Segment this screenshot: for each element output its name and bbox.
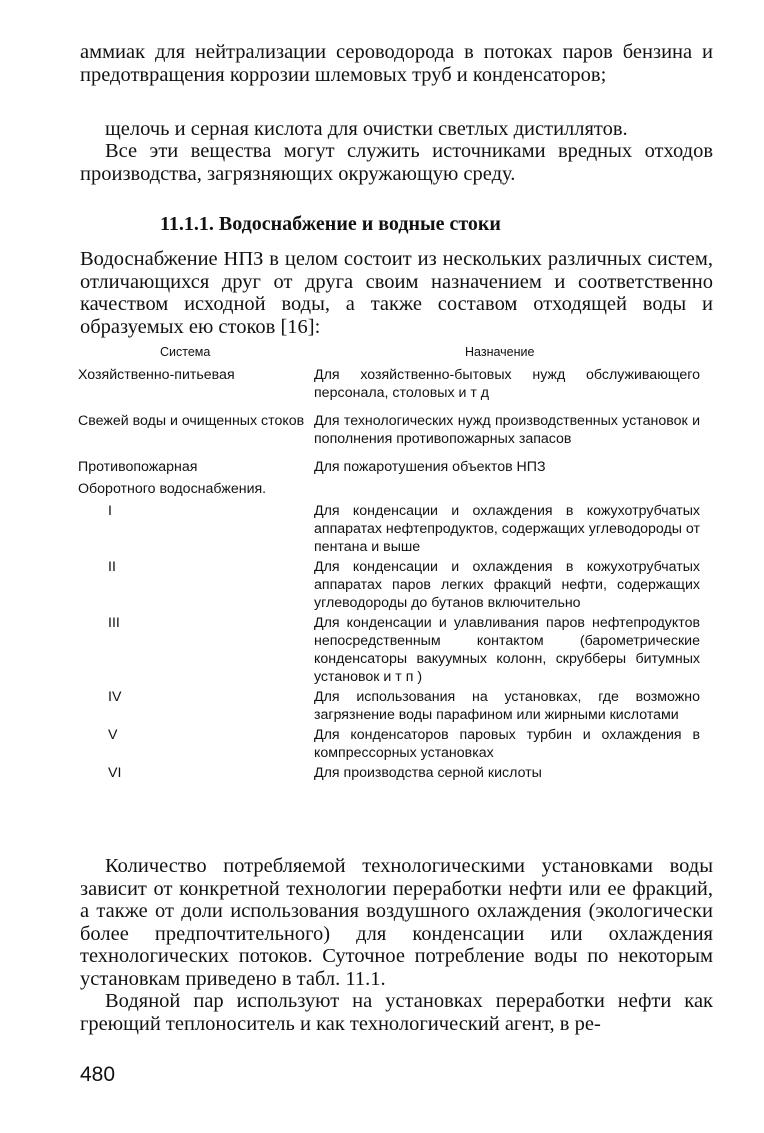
purpose-cell: Для пожаротушения объектов НПЗ <box>314 459 546 475</box>
table-row <box>78 480 714 498</box>
purpose-cell: Для конденсации и охлаждения в кожухотрубчатых аппаратах нефтепродуктов, содержащих углеводороды от пентана и выше <box>314 503 700 555</box>
purpose-cell: Для конденсации и охлаждения в кожухотрубчатых аппаратах паров легких фракций нефти, содержащих углеводороды до бутанов включительно <box>314 559 700 611</box>
system-cell: Оборотного водоснабжения. <box>78 481 267 497</box>
system-cell: II <box>108 559 116 575</box>
section-heading: 11.1.1. Водоснабжение и водные стоки <box>160 213 501 235</box>
table-row <box>78 726 714 762</box>
table-row <box>78 764 714 782</box>
table-row <box>78 502 714 556</box>
system-cell: VI <box>108 765 122 781</box>
purpose-cell: Для конденсации и улавливания паров нефтепродуктов непосредственным контактом (барометрические конденсаторы вакуумных колонн, скрубберы битумных установок и т п ) <box>314 615 700 685</box>
paragraph-pollution: Все эти вещества могут служить источниками вредных отходов производства, загрязняющих окружающую среду. <box>80 140 713 185</box>
water-systems-table <box>78 366 714 782</box>
table-row <box>78 366 714 402</box>
purpose-cell: Для производства серной кислоты <box>314 765 542 781</box>
system-cell: V <box>108 727 118 743</box>
table-row <box>78 458 714 476</box>
table-row <box>78 412 714 448</box>
paragraph-water-consumption: Количество потребляемой технологическими установками воды зависит от конкретной технологии переработки нефти или ее фракций, а также от доли использования воздушного охлаждения (экологически более предпочтительного) для конденсации или охлаждения технологических потоков. Суточное потребление воды по некоторым установкам приведено в табл. 11.1. <box>80 855 713 990</box>
paragraph-intro: Водоснабжение НПЗ в целом состоит из нескольких различных систем, отличающихся друг от друга своим назначением и соответственно качеством исходной воды, а также составом отходящей воды и образуемых ею стоков [16]: <box>80 248 713 338</box>
purpose-cell: Для использования на установках, где возможно загрязнение воды парафином или жирными кислотами <box>314 689 700 723</box>
paragraph-ammonia: аммиак для нейтрализации сероводорода в потоках паров бензина и предотвращения коррозии шлемовых труб и конденсаторов; <box>80 41 713 86</box>
purpose-cell: Для хозяйственно-бытовых нужд обслуживающего персонала, столовых и т д <box>314 367 700 401</box>
table-row <box>78 614 714 686</box>
page-number: 480 <box>80 1063 116 1086</box>
paragraph-alkali: щелочь и серная кислота для очистки светлых дистиллятов. <box>105 118 628 140</box>
system-cell: I <box>108 503 112 519</box>
table-row <box>78 688 714 724</box>
table-row <box>78 558 714 612</box>
system-cell: Хозяйственно-питьевая <box>78 367 235 383</box>
column-header-system: Система <box>160 345 211 359</box>
purpose-cell: Для технологических нужд производственных установок и пополнения противопожарных запасов <box>314 413 700 447</box>
system-cell: III <box>108 615 120 631</box>
paragraph-steam: Водяной пар используют на установках переработки нефти как греющий теплоноситель и как технологический агент, в ре- <box>80 990 713 1035</box>
column-header-purpose: Назначение <box>465 345 535 359</box>
system-cell: Противопожарная <box>78 459 198 475</box>
system-cell: Свежей воды и очищенных стоков <box>78 413 305 429</box>
system-cell: IV <box>108 689 122 705</box>
purpose-cell: Для конденсаторов паровых турбин и охлаждения в компрессорных установках <box>314 727 700 761</box>
